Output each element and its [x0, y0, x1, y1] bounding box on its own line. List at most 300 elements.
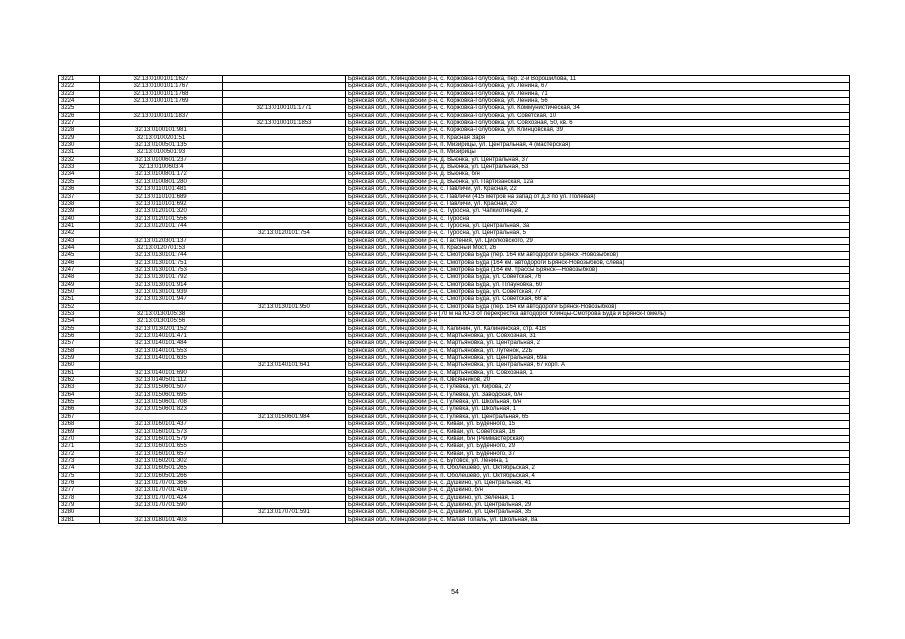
cadastral-number-alt-cell: [223, 347, 346, 354]
cadastral-number-alt-cell: [223, 215, 346, 222]
table-row: [59, 274, 850, 281]
row-number-cell: 3264: [59, 391, 100, 398]
address-cell: Брянская обл., Клинцовский р-н, с. Коржовка-Голубовка, ул. Ленина, 56: [346, 98, 850, 105]
address-cell: Брянская обл., Клинцовский р-н, с. Гулевка, ул. Центральная, 65: [346, 413, 850, 420]
row-number-cell: 3229: [59, 134, 100, 141]
row-number-cell: 3253: [59, 311, 100, 318]
address-cell: Брянская обл., Клинцовский р-н, п. Красный Мост, 26: [346, 244, 850, 251]
page-number: 54: [451, 589, 459, 596]
table-row: [59, 237, 850, 244]
address-cell: Брянская обл., Клинцовский р-н, д. Вьюнка, ул. Центральная, 53: [346, 164, 850, 171]
cadastral-number-cell: 32:13:0170701:424: [100, 494, 223, 501]
table-row: [59, 164, 850, 171]
address-cell: Брянская обл., Клинцовский р-н, с. Коржовка-Голубовка, пер. 2-й Ворошилова, 11: [346, 76, 850, 83]
row-number-cell: 3257: [59, 340, 100, 347]
document-table-container: [58, 75, 850, 524]
cadastral-number-cell: [100, 120, 223, 127]
cadastral-number-alt-cell: [223, 377, 346, 384]
cadastral-number-alt-cell: [223, 472, 346, 479]
address-cell: Брянская обл., Клинцовский р-н, с. Павличи (415 метров на запад от д.3 по ул. Полевая): [346, 193, 850, 200]
cadastral-number-alt-cell: [223, 333, 346, 340]
address-cell: Брянская обл., Клинцовский р-н, с. Гулевка, ул. Школьная, б/н: [346, 399, 850, 406]
address-cell: Брянская обл., Клинцовский р-н, с. Смотрова Буда (164 км. автодороги Брянск-Новозыбков, слева): [346, 259, 850, 266]
cadastral-number-alt-cell: [223, 421, 346, 428]
row-number-cell: 3254: [59, 318, 100, 325]
row-number-cell: 3281: [59, 516, 100, 523]
cadastral-number-cell: 32:13:0100801:280: [100, 178, 223, 185]
table-row: [59, 435, 850, 442]
table-row: [59, 325, 850, 332]
row-number-cell: 3261: [59, 369, 100, 376]
cadastral-number-cell: 32:13:0160101:657: [100, 450, 223, 457]
table-row: [59, 369, 850, 376]
cadastral-number-alt-cell: [223, 259, 346, 266]
cadastral-number-cell: 32:13:0140101:484: [100, 340, 223, 347]
row-number-cell: 3223: [59, 90, 100, 97]
row-number-cell: 3277: [59, 487, 100, 494]
table-row: [59, 120, 850, 127]
table-row: [59, 134, 850, 141]
table-row: [59, 193, 850, 200]
cadastral-number-cell: 32:13:0130101:947: [100, 296, 223, 303]
row-number-cell: 3270: [59, 435, 100, 442]
cadastral-number-alt-cell: [223, 193, 346, 200]
cadastral-number-cell: [100, 105, 223, 112]
cadastral-number-cell: 32:13:0180101:403: [100, 516, 223, 523]
address-cell: Брянская обл., Клинцовский р-н, п. Калинин, ул. Калининская, стр. 41В: [346, 325, 850, 332]
row-number-cell: 3274: [59, 465, 100, 472]
row-number-cell: 3237: [59, 193, 100, 200]
row-number-cell: 3222: [59, 83, 100, 90]
address-cell: Брянская обл., Клинцовский р-н, п. Оболешево, ул. Октябрьская, 2: [346, 465, 850, 472]
cadastral-number-cell: 32:13:0100101:1769: [100, 98, 223, 105]
address-cell: Брянская обл., Клинцовский р-н, с. Смотрова Буда, ул. Советская, 76: [346, 274, 850, 281]
cadastral-number-cell: 32:13:0140101:471: [100, 333, 223, 340]
row-number-cell: 3276: [59, 479, 100, 486]
table-row: [59, 171, 850, 178]
cadastral-number-alt-cell: [223, 457, 346, 464]
table-row: [59, 465, 850, 472]
address-cell: Брянская обл., Клинцовский р-н, с. Мартьяновка, ул. Центральная, 69а: [346, 355, 850, 362]
cadastral-number-cell: 32:13:0110101:692: [100, 200, 223, 207]
cadastral-number-alt-cell: [223, 149, 346, 156]
cadastral-number-cell: 32:13:0100101:1767: [100, 83, 223, 90]
cadastral-number-cell: 32:13:0150601:708: [100, 399, 223, 406]
row-number-cell: 3275: [59, 472, 100, 479]
cadastral-number-alt-cell: [223, 237, 346, 244]
cadastral-number-alt-cell: 32:13:0150601:984: [223, 413, 346, 420]
row-number-cell: 3269: [59, 428, 100, 435]
cadastral-number-alt-cell: [223, 134, 346, 141]
address-cell: Брянская обл., Клинцовский р-н, с. Павличи, ул. Красная, 22: [346, 186, 850, 193]
row-number-cell: 3227: [59, 120, 100, 127]
cadastral-number-alt-cell: [223, 487, 346, 494]
cadastral-number-cell: 32:13:0120101:320: [100, 208, 223, 215]
cadastral-number-alt-cell: [223, 164, 346, 171]
table-row: [59, 355, 850, 362]
address-cell: Брянская обл., Клинцовский р-н, с. Киваи, ул. Буденного, 15: [346, 421, 850, 428]
row-number-cell: 3236: [59, 186, 100, 193]
cadastral-number-cell: 32:13:0150601:823: [100, 406, 223, 413]
table-row: [59, 178, 850, 185]
table-row: [59, 208, 850, 215]
row-number-cell: 3245: [59, 252, 100, 259]
cadastral-number-cell: 32:13:0100603:4: [100, 164, 223, 171]
cadastral-number-alt-cell: [223, 112, 346, 119]
cadastral-number-cell: 32:13:0160201:302: [100, 457, 223, 464]
table-row: [59, 259, 850, 266]
row-number-cell: 3265: [59, 399, 100, 406]
address-cell: Брянская обл., Клинцовский р-н, с. Туросна, ул. Чапкиотинцев, 2: [346, 208, 850, 215]
cadastral-number-alt-cell: [223, 391, 346, 398]
address-cell: Брянская обл., Клинцовский р-н, п. Мизирицы: [346, 149, 850, 156]
table-row: [59, 362, 850, 369]
row-number-cell: 3259: [59, 355, 100, 362]
row-number-cell: 3243: [59, 237, 100, 244]
cadastral-number-alt-cell: [223, 274, 346, 281]
address-cell: Брянская обл., Клинцовский р-н, с. Малая Топаль, ул. Школьная, 8а: [346, 516, 850, 523]
address-cell: Брянская обл., Клинцовский р-н, с. Душкино, б/н: [346, 487, 850, 494]
row-number-cell: 3271: [59, 443, 100, 450]
table-row: [59, 391, 850, 398]
cadastral-number-alt-cell: 32:13:0140101:641: [223, 362, 346, 369]
table-row: [59, 112, 850, 119]
address-cell: Брянская обл., Клинцовский р-н, д. Вьюнка, ул. Партизанская, 12а: [346, 178, 850, 185]
cadastral-number-alt-cell: [223, 340, 346, 347]
cadastral-number-alt-cell: [223, 76, 346, 83]
table-row: [59, 127, 850, 134]
table-row: [59, 149, 850, 156]
row-number-cell: 3228: [59, 127, 100, 134]
address-cell: Брянская обл., Клинцовский р-н, с. Коржовка-Голубовка, ул. Ленина, 71: [346, 90, 850, 97]
cadastral-number-cell: 32:13:0170701:590: [100, 501, 223, 508]
cadastral-number-cell: 32:13:0160501:265: [100, 465, 223, 472]
address-cell: Брянская обл., Клинцовский р-н, с. Гулевка, ул. Кирова, 27: [346, 384, 850, 391]
cadastral-number-cell: 32:13:0130105:56: [100, 318, 223, 325]
table-row: [59, 222, 850, 229]
cadastral-number-alt-cell: [223, 465, 346, 472]
table-row: [59, 443, 850, 450]
table-row: [59, 384, 850, 391]
address-cell: Брянская обл., Клинцовский р-н, с. Коржовка-Голубовка, ул. Советская, 10: [346, 112, 850, 119]
cadastral-number-alt-cell: [223, 355, 346, 362]
cadastral-number-cell: 32:13:0160501:266: [100, 472, 223, 479]
row-number-cell: 3260: [59, 362, 100, 369]
row-number-cell: 3235: [59, 178, 100, 185]
cadastral-number-alt-cell: [223, 281, 346, 288]
cadastral-number-alt-cell: 32:13:0100101:1853: [223, 120, 346, 127]
cadastral-number-cell: 32:13:0100501:135: [100, 142, 223, 149]
table-row: [59, 377, 850, 384]
row-number-cell: 3232: [59, 156, 100, 163]
address-cell: Брянская обл., Клинцовский р-н, с. Мартьяновка, ул. Совхозная, 1: [346, 369, 850, 376]
table-row: [59, 347, 850, 354]
cadastral-number-cell: 32:13:0130201:152: [100, 325, 223, 332]
table-row: [59, 142, 850, 149]
cadastral-number-cell: 32:13:0170701:366: [100, 479, 223, 486]
address-cell: Брянская обл., Клинцовский р-н, с. Киваи, ул. Советская, 16: [346, 428, 850, 435]
cadastral-number-alt-cell: [223, 516, 346, 523]
cadastral-number-alt-cell: [223, 127, 346, 134]
cadastral-number-alt-cell: [223, 83, 346, 90]
address-cell: Брянская обл., Клинцовский р-н, с. Смотрова Буда (пер. 164 км автодороги Брянск -Новозыбков): [346, 252, 850, 259]
cadastral-number-alt-cell: [223, 142, 346, 149]
address-cell: Брянская обл., Клинцовский р-н, д. Вьюнка, ул. Центральная, 37: [346, 156, 850, 163]
table-row: [59, 252, 850, 259]
cadastral-number-cell: 32:13:0130101:751: [100, 259, 223, 266]
address-cell: Брянская обл., Клинцовский р-н, с. Душкино, ул. Зеленая, 1: [346, 494, 850, 501]
address-cell: Брянская обл., Клинцовский р-н, с. Бутовск, ул. Ленина, 1: [346, 457, 850, 464]
cadastral-number-alt-cell: [223, 399, 346, 406]
cadastral-number-cell: 32:13:0100201:51: [100, 134, 223, 141]
row-number-cell: 3241: [59, 222, 100, 229]
address-cell: Брянская обл., Клинцовский р-н, д. Вьюнка, б/н: [346, 171, 850, 178]
cadastral-number-cell: 32:13:0160101:437: [100, 421, 223, 428]
row-number-cell: 3233: [59, 164, 100, 171]
table-row: [59, 487, 850, 494]
cadastral-number-alt-cell: [223, 479, 346, 486]
cadastral-number-cell: 32:13:0160101:579: [100, 435, 223, 442]
address-cell: Брянская обл., Клинцовский р-н, п. Красная Заря: [346, 134, 850, 141]
address-cell: Брянская обл., Клинцовский р-н, с. Смотрова Буда (пер. 164 км автодороги Брянск-Новозыбков): [346, 303, 850, 310]
cadastral-number-alt-cell: [223, 266, 346, 273]
row-number-cell: 3249: [59, 281, 100, 288]
cadastral-number-alt-cell: 32:13:0130101:950: [223, 303, 346, 310]
cadastral-number-cell: 32:13:0130105:38: [100, 311, 223, 318]
table-row: [59, 472, 850, 479]
address-cell: Брянская обл., Клинцовский р-н, с. Мартьяновка, ул. Центральная, 67 корп. А: [346, 362, 850, 369]
row-number-cell: 3258: [59, 347, 100, 354]
cadastral-number-cell: 32:13:0130101:753: [100, 266, 223, 273]
cadastral-number-cell: [100, 413, 223, 420]
address-cell: Брянская обл., Клинцовский р-н, с. Гулевка, ул. Школьная, 1: [346, 406, 850, 413]
row-number-cell: 3226: [59, 112, 100, 119]
cadastral-number-alt-cell: [223, 296, 346, 303]
cadastral-number-cell: 32:13:0140101:635: [100, 355, 223, 362]
row-number-cell: 3273: [59, 457, 100, 464]
table-row: [59, 318, 850, 325]
cadastral-number-alt-cell: [223, 325, 346, 332]
cadastral-number-alt-cell: [223, 450, 346, 457]
row-number-cell: 3238: [59, 200, 100, 207]
table-row: [59, 340, 850, 347]
address-cell: Брянская обл., Клинцовский р-н, с. Смотрова Буда (164 км. трассы Брянск—Новозыбков): [346, 266, 850, 273]
row-number-cell: 3224: [59, 98, 100, 105]
table-row: [59, 399, 850, 406]
table-row: [59, 421, 850, 428]
row-number-cell: 3248: [59, 274, 100, 281]
address-cell: Брянская обл., Клинцовский р-н, п. Мизирицы, ул. Центральная, 4 (мастерская): [346, 142, 850, 149]
cadastral-number-cell: 32:13:0130101:792: [100, 274, 223, 281]
row-number-cell: 3266: [59, 406, 100, 413]
row-number-cell: 3278: [59, 494, 100, 501]
cadastral-number-cell: 32:13:0120301:137: [100, 237, 223, 244]
row-number-cell: 3230: [59, 142, 100, 149]
table-row: [59, 479, 850, 486]
cadastral-number-cell: 32:13:0120101:744: [100, 222, 223, 229]
cadastral-number-alt-cell: [223, 406, 346, 413]
address-cell: Брянская обл., Клинцовский р-н, с. Смотрова Буда, ул. Советская, 66"а": [346, 296, 850, 303]
address-cell: Брянская обл., Клинцовский р-н, с. Гулевка, ул. Заводская, б/н: [346, 391, 850, 398]
row-number-cell: 3267: [59, 413, 100, 420]
cadastral-number-cell: 32:13:0130101:939: [100, 288, 223, 295]
row-number-cell: 3242: [59, 230, 100, 237]
address-cell: Брянская обл., Клинцовский р-н, с. Душкино, ул. Центральная, 29: [346, 501, 850, 508]
table-row: [59, 83, 850, 90]
register-table-body: [59, 76, 850, 524]
row-number-cell: 3251: [59, 296, 100, 303]
cadastral-number-cell: [100, 362, 223, 369]
row-number-cell: 3263: [59, 384, 100, 391]
address-cell: Брянская обл., Клинцовский р-н, с. Душкино, ул. Центральная, 41: [346, 479, 850, 486]
table-row: [59, 98, 850, 105]
row-number-cell: 3246: [59, 259, 100, 266]
table-row: [59, 76, 850, 83]
row-number-cell: 3250: [59, 288, 100, 295]
address-cell: Брянская обл., Клинцовский р-н, с. Киваи, ул. Буденного, 29: [346, 443, 850, 450]
cadastral-number-alt-cell: [223, 200, 346, 207]
table-row: [59, 156, 850, 163]
table-row: [59, 230, 850, 237]
cadastral-number-cell: 32:13:0130101:744: [100, 252, 223, 259]
cadastral-number-cell: 32:13:0110101:689: [100, 193, 223, 200]
cadastral-number-alt-cell: [223, 178, 346, 185]
address-cell: Брянская обл., Клинцовский р-н, с. Павличи, ул. Красная, 20: [346, 200, 850, 207]
address-cell: Брянская обл., Клинцовский р-н, с. Смотрова Буда, ул. Плауновка, 60: [346, 281, 850, 288]
address-cell: Брянская обл., Клинцовский р-н, с. Мартьяновка, ул. Центральная, 2: [346, 340, 850, 347]
table-row: [59, 457, 850, 464]
cadastral-number-alt-cell: [223, 501, 346, 508]
address-cell: Брянская обл., Клинцовский р-н, с. Мартьяновка, ул. Лутенок, 22Б: [346, 347, 850, 354]
cadastral-number-cell: 32:13:0140101:690: [100, 369, 223, 376]
table-row: [59, 450, 850, 457]
address-cell: Брянская обл., Клинцовский р-н, с. Коржовка-Голубовка, ул. Ленина, 67: [346, 83, 850, 90]
address-cell: Брянская обл., Клинцовский р-н, с. Коржовка-Голубовка, ул. Совхозная, 50, кв. 6: [346, 120, 850, 127]
address-cell: Брянская обл., Клинцовский р-н, п. Овсянников, 20: [346, 377, 850, 384]
address-cell: Брянская обл., Клинцовский р-н, с. Коржовка-Голубовка, ул. Клинцовская, 39: [346, 127, 850, 134]
table-row: [59, 333, 850, 340]
cadastral-number-alt-cell: [223, 384, 346, 391]
address-cell: Брянская обл., Клинцовский р-н, с. Киваи, ул. Буденного, 37: [346, 450, 850, 457]
table-row: [59, 413, 850, 420]
row-number-cell: 3255: [59, 325, 100, 332]
table-row: [59, 311, 850, 318]
cadastral-number-cell: [100, 303, 223, 310]
cadastral-number-cell: 32:13:0120101:556: [100, 215, 223, 222]
table-row: [59, 105, 850, 112]
row-number-cell: 3239: [59, 208, 100, 215]
table-row: [59, 200, 850, 207]
table-row: [59, 501, 850, 508]
cadastral-number-alt-cell: [223, 288, 346, 295]
row-number-cell: 3240: [59, 215, 100, 222]
address-cell: Брянская обл., Клинцовский р-н, с. Киваи, б/н (Реммастерская): [346, 435, 850, 442]
row-number-cell: 3280: [59, 509, 100, 516]
table-row: [59, 509, 850, 516]
row-number-cell: 3231: [59, 149, 100, 156]
cadastral-number-alt-cell: [223, 435, 346, 442]
address-cell: Брянская обл., Клинцовский р-н, с. Туросна: [346, 215, 850, 222]
row-number-cell: 3262: [59, 377, 100, 384]
cadastral-number-alt-cell: 32:13:0170701:591: [223, 509, 346, 516]
cadastral-number-cell: 32:13:0100801:172: [100, 171, 223, 178]
table-row: [59, 266, 850, 273]
table-row: [59, 215, 850, 222]
cadastral-number-alt-cell: [223, 369, 346, 376]
row-number-cell: 3272: [59, 450, 100, 457]
address-cell: Брянская обл., Клинцовский р-н, п. Оболешево, ул. Октябрьская, 4: [346, 472, 850, 479]
cadastral-number-alt-cell: [223, 98, 346, 105]
cadastral-number-cell: 32:13:0100501:93: [100, 149, 223, 156]
address-cell: Брянская обл., Клинцовский р-н, с. Туросна, ул. Центральная, 5: [346, 230, 850, 237]
table-row: [59, 428, 850, 435]
row-number-cell: 3221: [59, 76, 100, 83]
cadastral-number-alt-cell: [223, 244, 346, 251]
address-cell: Брянская обл., Клинцовский р-н (70 м на Ю-З от перекрестка автодорог Клинцы-Смотрова Буда и Брянск-Гомель): [346, 311, 850, 318]
cadastral-number-cell: 32:13:0170701:419: [100, 487, 223, 494]
address-cell: Брянская обл., Клинцовский р-н, с. Мартьяновка, ул. Совхозная, 31: [346, 333, 850, 340]
row-number-cell: 3247: [59, 266, 100, 273]
cadastral-number-cell: 32:13:0100101:981: [100, 127, 223, 134]
table-row: [59, 288, 850, 295]
table-row: [59, 244, 850, 251]
cadastral-number-alt-cell: [223, 252, 346, 259]
cadastral-number-alt-cell: [223, 186, 346, 193]
row-number-cell: 3256: [59, 333, 100, 340]
cadastral-number-cell: 32:13:0100101:1837: [100, 112, 223, 119]
address-cell: Брянская обл., Клинцовский р-н: [346, 318, 850, 325]
row-number-cell: 3244: [59, 244, 100, 251]
cadastral-number-alt-cell: [223, 171, 346, 178]
cadastral-number-alt-cell: [223, 443, 346, 450]
address-cell: Брянская обл., Клинцовский р-н, с. Гастения, ул. Циолковского, 29: [346, 237, 850, 244]
cadastral-number-alt-cell: [223, 208, 346, 215]
cadastral-number-alt-cell: [223, 222, 346, 229]
cadastral-number-cell: 32:13:0160101:573: [100, 428, 223, 435]
address-cell: Брянская обл., Клинцовский р-н, с. Туросна, ул. Центральная, 3а: [346, 222, 850, 229]
address-cell: Брянская обл., Клинцовский р-н, с. Душкино, ул. Центральная, 35: [346, 509, 850, 516]
cadastral-number-cell: 32:13:0140501:112: [100, 377, 223, 384]
address-cell: Брянская обл., Клинцовский р-н, с. Коржовка-Голубовка, ул. Коммунистическая, 34: [346, 105, 850, 112]
cadastral-number-cell: 32:13:0160101:655: [100, 443, 223, 450]
table-row: [59, 296, 850, 303]
cadastral-number-alt-cell: 32:13:0120101:754: [223, 230, 346, 237]
table-row: [59, 90, 850, 97]
cadastral-number-cell: 32:13:0150601:507: [100, 384, 223, 391]
cadastral-number-alt-cell: [223, 494, 346, 501]
table-row: [59, 516, 850, 523]
cadastral-number-cell: 32:13:0100601:237: [100, 156, 223, 163]
cadastral-number-alt-cell: [223, 428, 346, 435]
cadastral-number-alt-cell: [223, 156, 346, 163]
cadastral-number-cell: 32:13:0140101:553: [100, 347, 223, 354]
cadastral-number-cell: [100, 230, 223, 237]
cadastral-number-alt-cell: [223, 318, 346, 325]
cadastral-number-cell: 32:13:0120701:53: [100, 244, 223, 251]
cadastral-number-cell: 32:13:0110101:481: [100, 186, 223, 193]
table-row: [59, 186, 850, 193]
cadastral-number-alt-cell: [223, 90, 346, 97]
cadastral-number-alt-cell: [223, 311, 346, 318]
cadastral-number-cell: 32:13:0100101:1768: [100, 90, 223, 97]
address-cell: Брянская обл., Клинцовский р-н, с. Смотрова Буда, ул. Советская, 77: [346, 288, 850, 295]
property-register-table: [58, 75, 850, 524]
cadastral-number-cell: [100, 509, 223, 516]
row-number-cell: 3252: [59, 303, 100, 310]
cadastral-number-cell: 32:13:0100101:1627: [100, 76, 223, 83]
row-number-cell: 3234: [59, 171, 100, 178]
row-number-cell: 3268: [59, 421, 100, 428]
